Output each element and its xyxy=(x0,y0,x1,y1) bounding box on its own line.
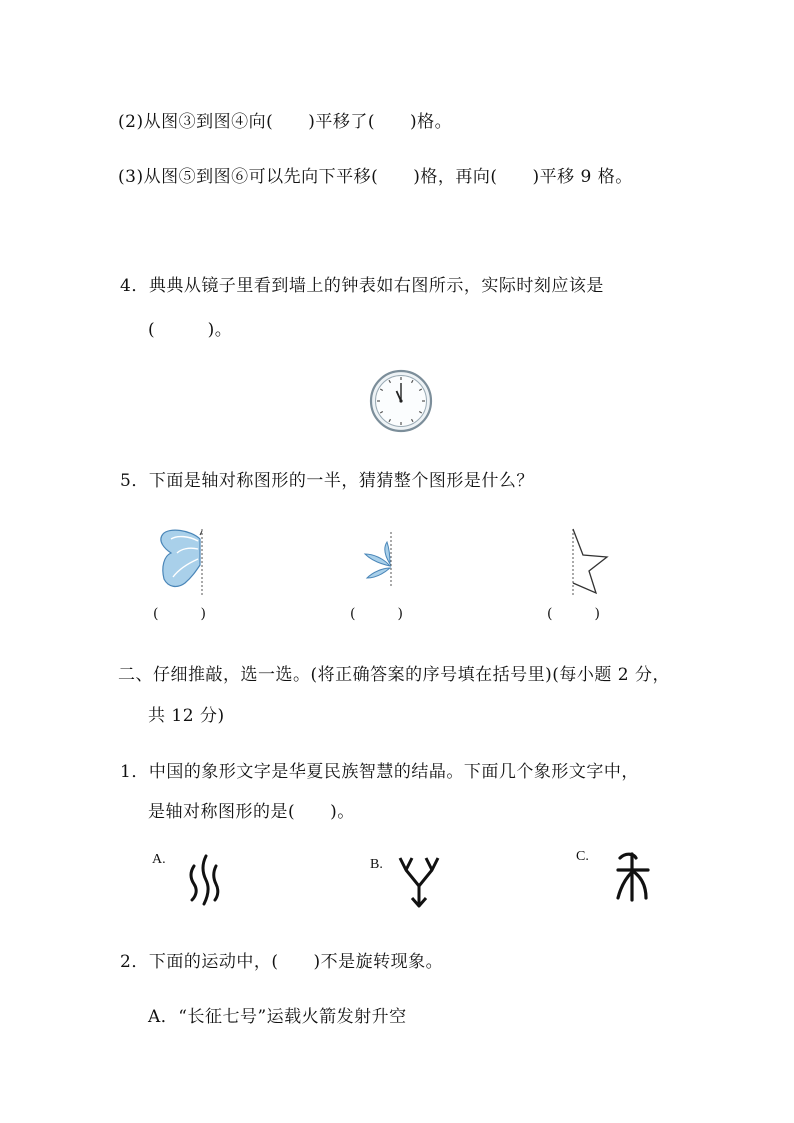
q3-part2: (2)从图③到图④向( )平移了( )格。 xyxy=(118,112,453,132)
half-flower-figure xyxy=(355,530,405,590)
half-butterfly-figure xyxy=(155,527,215,597)
section-2-heading-cont: 共 12 分) xyxy=(148,706,225,726)
q5-answer-2: ( ) xyxy=(350,606,403,622)
mc1-option-c-label: C. xyxy=(576,849,589,864)
section-2-heading: 二、仔细推敲，选一选。(将正确答案的序号填在括号里)(每小题 2 分， xyxy=(118,665,671,685)
glyph-water-figure xyxy=(186,850,226,908)
mc1-option-a-label: A. xyxy=(152,852,166,867)
q5-question: 5．下面是轴对称图形的一半，猜猜整个图形是什么？ xyxy=(120,471,534,491)
mc1-line1: 1．中国的象形文字是华夏民族智慧的结晶。下面几个象形文字中， xyxy=(120,762,639,782)
q5-answer-1: ( ) xyxy=(153,606,206,622)
mc2-option-a: A．“长征七号”运载火箭发射升空 xyxy=(148,1007,407,1027)
q5-answer-3: ( ) xyxy=(547,606,600,622)
glyph-arrow-figure xyxy=(396,854,442,910)
mc2-question: 2．下面的运动中，( )不是旋转现象。 xyxy=(120,952,444,972)
mc1-option-b-label: B. xyxy=(370,857,383,872)
q4-answer-blank: ( )。 xyxy=(148,320,233,340)
q3-part3: (3)从图⑤到图⑥可以先向下平移( )格，再向( )平移 9 格。 xyxy=(118,167,633,187)
half-star-figure xyxy=(563,527,613,597)
mc1-line2: 是轴对称图形的是( )。 xyxy=(148,802,355,822)
mirror-clock-figure xyxy=(369,369,433,433)
glyph-wood-figure xyxy=(610,848,654,906)
q4-question: 4．典典从镜子里看到墙上的钟表如右图所示，实际时刻应该是 xyxy=(120,276,604,296)
